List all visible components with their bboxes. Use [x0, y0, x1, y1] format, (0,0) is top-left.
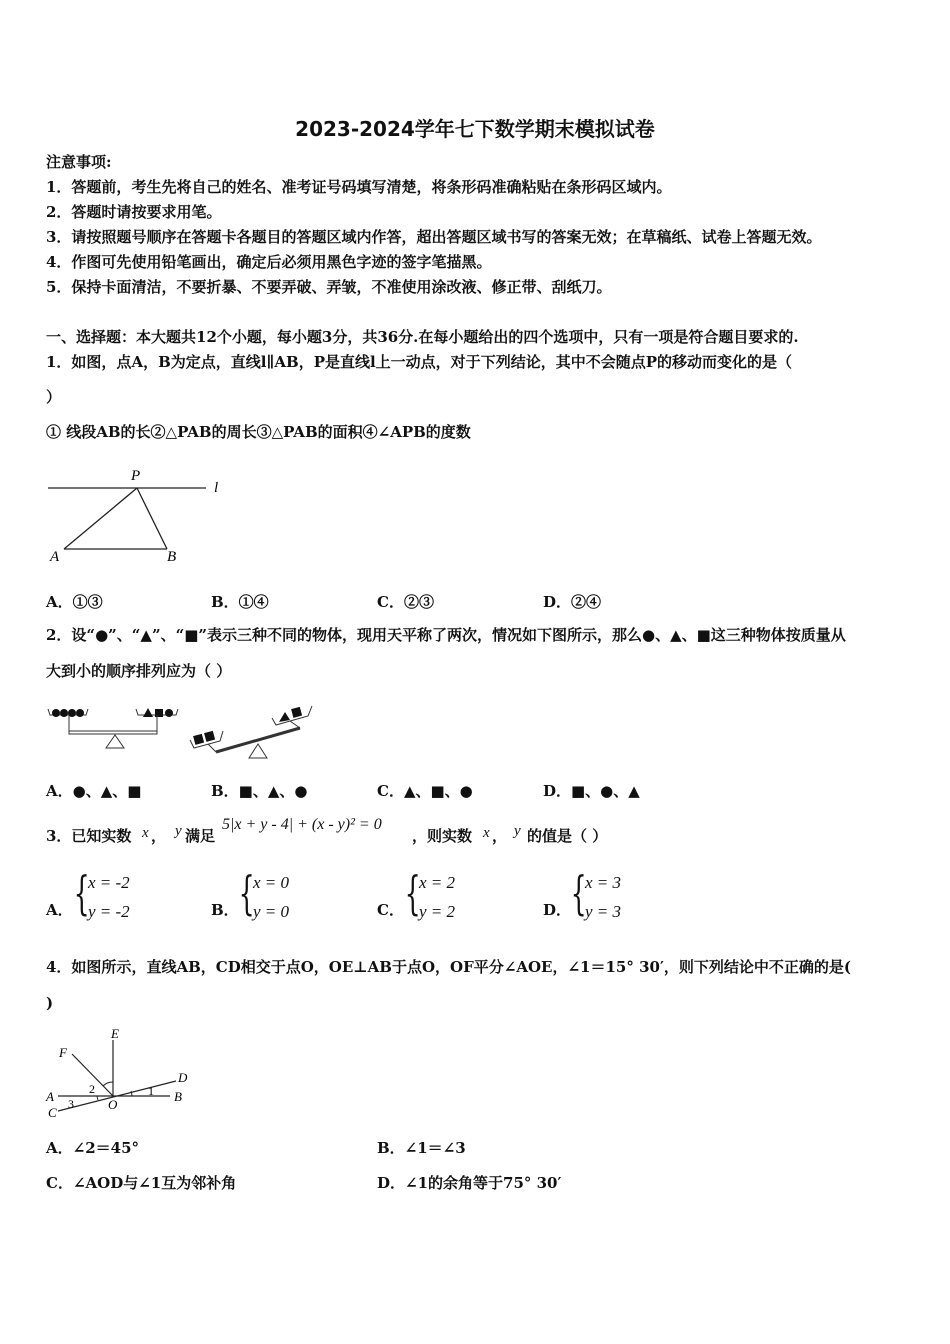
label-angle-2: 2	[89, 1082, 95, 1096]
notice-item: 5．保持卡面清洁，不要折暴、不要弄破、弄皱，不准使用涂改液、修正带、刮纸刀。	[46, 278, 612, 296]
q1-figure	[44, 462, 234, 567]
q3-option-a-y: y = -2	[88, 902, 130, 921]
notice-item: 4．作图可先使用铅笔画出，确定后必须用黑色字迹的签字笔描黑。	[46, 253, 492, 271]
q3-option-b-label: B．	[211, 901, 239, 919]
q3-var-y2: y	[514, 823, 521, 839]
brace-icon: {	[570, 866, 587, 920]
balance-scale-tilted	[190, 706, 312, 758]
q2-option-d[interactable]: D．■、●、▲	[543, 782, 640, 800]
label-angle-3: 3	[68, 1097, 74, 1111]
q4-option-a[interactable]: A．∠2＝45°	[46, 1139, 140, 1157]
q3-var-x2: x	[483, 825, 490, 841]
section-heading: 一、选择题：本大题共12个小题，每小题3分，共36分.在每小题给出的四个选项中，只有一项是符合题目要求的.	[46, 328, 799, 346]
q1-stem: 1．如图，点A，B为定点，直线l∥AB，P是直线l上一动点，对于下列结论，其中不会随点P的移动而变化的是（	[46, 353, 792, 371]
brace-icon: {	[73, 866, 90, 920]
label-P: P	[131, 468, 141, 484]
q3-then: ，则实数	[412, 827, 473, 845]
label-D: D	[178, 1070, 188, 1085]
brace-icon: {	[238, 866, 255, 920]
brace-icon: {	[404, 866, 421, 920]
q2-option-a[interactable]: A．●、▲、■	[46, 782, 142, 800]
notice-item: 1．答题前，考生先将自己的姓名、准考证号码填写清楚，将条形码准确粘贴在条形码区域内。	[46, 178, 672, 196]
label-E: E	[111, 1026, 119, 1041]
q3-option-b-y: y = 0	[253, 902, 290, 921]
q4-option-c[interactable]: C．∠AOD与∠1互为邻补角	[46, 1174, 237, 1192]
label-O: O	[108, 1097, 118, 1112]
label-C: C	[48, 1105, 57, 1120]
q3-option-d-label: D．	[543, 901, 572, 919]
notice-item: 3．请按照题号顺序在答题卡各题目的答题区域内作答，超出答题区域书写的答案无效；在草稿纸、试卷上答题无效。	[46, 228, 822, 246]
balance-scale-level	[48, 708, 178, 748]
q2-option-b[interactable]: B．■、▲、●	[211, 782, 308, 800]
q3-option-b-x: x = 0	[253, 873, 290, 892]
q3-prefix: 3．已知实数	[46, 827, 132, 845]
q3-option-c-label: C．	[377, 901, 404, 919]
q2-option-c[interactable]: C．▲、■、●	[377, 782, 473, 800]
q3-option-d-y: y = 3	[585, 902, 622, 921]
q2-balance-figure	[44, 698, 334, 760]
q2-stem-end: 大到小的顺序排列应为（ ）	[46, 662, 232, 680]
q3-option-c-y: y = 2	[419, 902, 456, 921]
q4-figure	[44, 1026, 204, 1122]
q1-stem-end: ）	[46, 388, 62, 406]
q1-option-b[interactable]: B．①④	[211, 593, 269, 611]
q2-stem: 2．设“●”、“▲”、“■”表示三种不同的物体，现用天平称了两次，情况如下图所示，那么●、▲、■这三种物体按质量从	[46, 626, 846, 644]
label-B: B	[167, 549, 177, 565]
q3-equation: 5|x + y - 4| + (x - y)² = 0	[222, 816, 382, 833]
q1-statements: ① 线段AB的长②△PAB的周长③△PAB的面积④∠APB的度数	[46, 423, 471, 441]
label-B: B	[174, 1089, 182, 1104]
page-title: 2023-2024学年七下数学期末模拟试卷	[295, 117, 655, 141]
notice-item: 2．答题时请按要求用笔。	[46, 203, 222, 221]
q4-option-d[interactable]: D．∠1的余角等于75° 30′	[377, 1174, 562, 1192]
q4-stem: 4．如图所示，直线AB，CD相交于点O，OE⊥AB于点O，OF平分∠AOE，∠1＝15° 30′，则下列结论中不正确的是(	[46, 958, 852, 976]
q3-option-d-x: x = 3	[585, 873, 622, 892]
label-angle-1: 1	[148, 1084, 154, 1098]
q3-comma: ，	[151, 827, 167, 845]
q1-option-a[interactable]: A．①③	[46, 593, 103, 611]
label-A: A	[50, 549, 60, 565]
q3-suffix: 的值是（ ）	[527, 827, 608, 845]
label-l: l	[214, 480, 219, 496]
label-A: A	[46, 1089, 54, 1104]
q3-satisfy: 满足	[185, 827, 216, 845]
label-F: F	[59, 1045, 67, 1060]
q1-option-d[interactable]: D．②④	[543, 593, 602, 611]
q4-option-b[interactable]: B．∠1＝∠3	[377, 1139, 466, 1157]
q3-option-c-x: x = 2	[419, 873, 456, 892]
q4-stem-end: )	[46, 994, 54, 1012]
q3-var-y: y	[175, 823, 182, 839]
q3-option-a-x: x = -2	[88, 873, 130, 892]
q3-var-x: x	[142, 825, 149, 841]
q1-option-c[interactable]: C．②③	[377, 593, 434, 611]
notice-heading: 注意事项:	[46, 153, 112, 171]
q3-comma2: ，	[492, 827, 508, 845]
q3-option-a-label: A．	[46, 901, 73, 919]
